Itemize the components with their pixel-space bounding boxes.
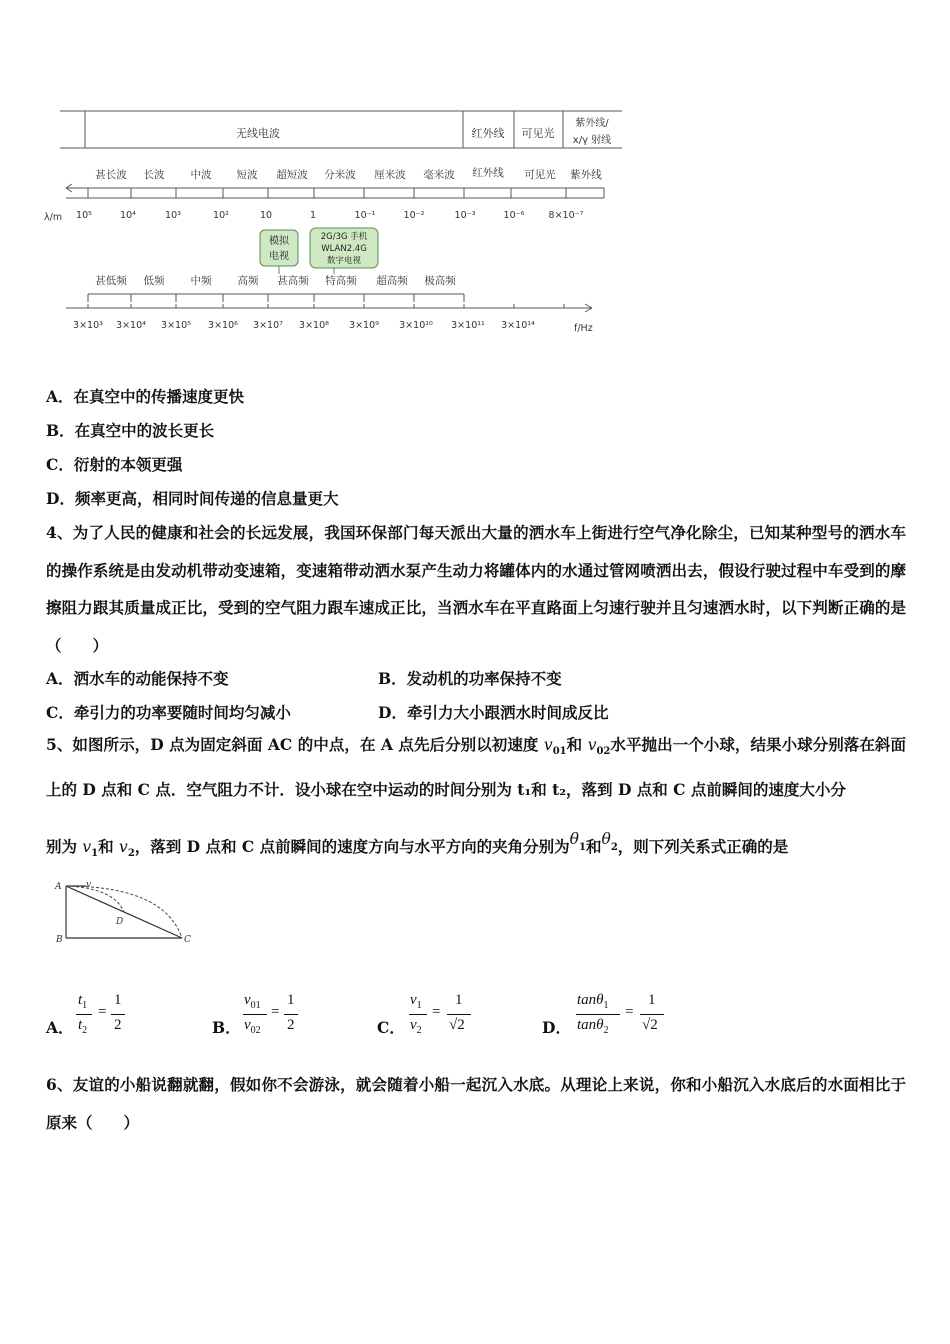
q5-option-a-formula xyxy=(76,990,132,1046)
q5-v01: v xyxy=(543,736,553,754)
q5-text: ，落到 D 点和 C 点前瞬间的速度方向与水平方向的夹角分别为 xyxy=(134,837,570,856)
q5-text: ，则下列关系式正确的是 xyxy=(617,837,789,856)
frac-den: v xyxy=(410,1017,417,1033)
freq-band: 低频 xyxy=(143,275,165,287)
q5-option-d-formula xyxy=(576,990,672,1046)
q5-option-b-formula xyxy=(243,990,305,1046)
freq-band-brackets xyxy=(66,294,592,312)
lambda-axis-label: λ/m xyxy=(44,212,63,223)
wave-band: 厘米波 xyxy=(374,169,406,181)
fig-label-c: C xyxy=(184,935,191,945)
top-label-visible: 可见光 xyxy=(521,127,555,140)
tv-box xyxy=(260,230,298,274)
frac-num: v xyxy=(244,992,251,1008)
wave-band-labels xyxy=(95,166,602,181)
lambda-tick: 10² xyxy=(213,210,229,221)
frac-rhs-num: 1 xyxy=(287,992,295,1008)
equals-sign: = xyxy=(625,1004,634,1020)
wave-band: 甚长波 xyxy=(95,169,127,181)
freq-tick: 3×10¹⁰ xyxy=(399,320,433,331)
mobile-box-line: WLAN2.4G xyxy=(321,244,367,254)
frac-num-sub: 1 xyxy=(416,1000,422,1011)
lambda-tick: 8×10⁻⁷ xyxy=(548,210,584,221)
q5-option-d-label: D． xyxy=(542,1018,571,1037)
lambda-tick: 10⁻¹ xyxy=(354,210,376,221)
q3-option-c: C．衍射的本领更强 xyxy=(46,455,183,474)
mobile-box xyxy=(310,228,378,274)
freq-tick: 3×10⁹ xyxy=(349,320,379,331)
frac-rhs-den: √2 xyxy=(449,1017,465,1033)
q4-stem: 4、为了人民的健康和社会的长远发展，我国环保部门每天派出大量的洒水车上街进行空气净化除尘，已知某种型号的洒水车的操作系统是由发动机带动变速箱，变速箱带动洒水泵产生动力将罐体内的水通过管网喷洒出去，假设行驶过程中车受到的摩擦阻力跟其质量成正比，受到的空气阻力跟车速成正比，当洒水车在平直路面上匀速行驶并且匀速洒水时，以下判断正确的是（ ） xyxy=(46,523,906,655)
freq-band: 极高频 xyxy=(424,275,456,287)
q5-option-a-label: A． xyxy=(46,1018,74,1037)
lambda-tick: 10⁵ xyxy=(76,210,92,221)
frac-den: v xyxy=(244,1017,251,1033)
freq-band: 高频 xyxy=(237,275,259,287)
freq-tick: 3×10⁴ xyxy=(116,320,146,331)
wave-band: 毫米波 xyxy=(423,169,455,181)
q5-v2: v xyxy=(119,838,128,856)
fig-label-v: v xyxy=(86,880,92,890)
lambda-tick: 10³ xyxy=(165,210,181,221)
freq-axis-label: f/Hz xyxy=(574,323,593,334)
freq-band: 甚低频 xyxy=(95,275,127,287)
q4-option-b: B．发动机的功率保持不变 xyxy=(378,669,562,688)
top-label-uv: 紫外线/ xyxy=(575,118,609,129)
freq-band: 中频 xyxy=(190,275,212,287)
wave-band-brackets xyxy=(66,184,604,198)
frac-rhs-num: 1 xyxy=(648,992,656,1008)
q5-option-b-label: B． xyxy=(212,1018,241,1037)
lambda-tick: 10⁴ xyxy=(120,210,136,221)
frac-den: t xyxy=(78,1017,83,1033)
frac-rhs-den: √2 xyxy=(642,1017,658,1033)
tv-box-line: 模拟 xyxy=(269,236,289,247)
q5-option-c-label: C． xyxy=(377,1018,405,1037)
q5-text: 别为 xyxy=(46,837,83,856)
freq-tick: 3×10⁵ xyxy=(161,320,191,331)
frac-rhs-den: 2 xyxy=(114,1017,122,1033)
wave-band: 分米波 xyxy=(324,169,356,181)
wave-band: 短波 xyxy=(236,169,258,181)
freq-tick: 3×10¹⁴ xyxy=(501,320,535,331)
lambda-tick: 1 xyxy=(309,210,317,221)
equals-sign: = xyxy=(432,1004,441,1020)
frac-den-sub: 2 xyxy=(416,1025,422,1036)
fig-label-b: B xyxy=(56,935,63,945)
q4-option-d: D．牵引力大小跟洒水时间成反比 xyxy=(378,703,609,722)
freq-tick: 3×10⁸ xyxy=(299,320,329,331)
q5-theta2: θ xyxy=(601,830,611,848)
wave-band: 可见光 xyxy=(524,169,556,181)
q4-option-c: C．牵引力的功率要随时间均匀减小 xyxy=(46,703,291,722)
q5-v02-sub: 02 xyxy=(596,746,611,758)
q5-stem-p1 xyxy=(46,726,906,808)
freq-tick: 3×10³ xyxy=(73,320,103,331)
q5-text: 和 xyxy=(98,837,120,856)
freq-tick: 3×10⁶ xyxy=(208,320,238,331)
freq-band-labels xyxy=(95,274,456,287)
q6-stem: 6、友谊的小船说翻就翻，假如你不会游泳，就会随着小船一起沉入水底。从理论上来说，你和小船沉入水底后的水面相比于原来（ ） xyxy=(46,1075,906,1132)
top-label-infrared: 红外线 xyxy=(471,127,505,140)
top-label-xray: x/γ 射线 xyxy=(572,135,612,146)
wave-band: 红外线 xyxy=(472,167,504,179)
wave-band: 长波 xyxy=(143,169,165,181)
wave-band: 中波 xyxy=(190,169,212,181)
frac-rhs-num: 1 xyxy=(455,992,463,1008)
q5-text: 水平抛出一个小球，结果小球分别落在斜面上的 D 点和 C 点．空气阻力不计．设小球在空中运动的时间分别为 t₁和 t₂，落到 D 点和 C 点前瞬间的速度大小分 xyxy=(46,735,906,799)
frac-den-sub: 2 xyxy=(603,1025,609,1036)
q3-option-d: D．频率更高，相同时间传递的信息量更大 xyxy=(46,489,339,508)
fig-label-d: D xyxy=(116,917,124,927)
tv-box-line: 电视 xyxy=(269,251,289,262)
q5-stem-p2 xyxy=(46,830,789,860)
equals-sign: = xyxy=(98,1004,107,1020)
freq-tick: 3×10⁷ xyxy=(253,320,283,331)
lambda-ticks xyxy=(76,210,584,221)
lambda-tick: 10 xyxy=(259,210,273,221)
q4-option-a: A．洒水车的动能保持不变 xyxy=(46,669,229,688)
incline-figure xyxy=(52,876,198,948)
lambda-tick: 10⁻² xyxy=(403,210,425,221)
q5-theta1-sub: 1 xyxy=(579,842,586,854)
q5-text: 和 xyxy=(585,837,602,856)
q5-text: 5、如图所示，D 点为固定斜面 AC 的中点，在 A 点先后分别以初速度 xyxy=(46,735,544,754)
frac-num-sub: 1 xyxy=(603,1000,609,1011)
q5-option-c-formula xyxy=(409,990,479,1046)
wave-band: 超短波 xyxy=(276,169,308,181)
lambda-tick: 10⁻³ xyxy=(454,210,476,221)
frac-den-sub: 2 xyxy=(82,1025,88,1036)
spectrum-figure xyxy=(44,106,624,340)
freq-band: 甚高频 xyxy=(277,275,309,287)
lambda-tick: 10⁻⁶ xyxy=(503,210,525,221)
freq-band: 特高频 xyxy=(325,275,357,287)
top-label-radio: 无线电波 xyxy=(236,127,280,140)
freq-band: 超高频 xyxy=(376,275,408,287)
q5-v1-sub: 1 xyxy=(91,848,99,860)
mobile-box-line: 数字电视 xyxy=(326,256,362,266)
wave-band: 紫外线 xyxy=(570,169,602,181)
frac-num: tanθ xyxy=(577,992,604,1008)
frac-num: v xyxy=(410,992,417,1008)
frac-num: t xyxy=(78,992,83,1008)
q5-theta2-sub: 2 xyxy=(610,842,618,854)
frac-num-sub: 01 xyxy=(250,1000,261,1011)
mobile-box-line: 2G/3G 手机 xyxy=(320,232,368,242)
frac-den: tanθ xyxy=(577,1017,604,1033)
frac-num-sub: 1 xyxy=(82,1000,88,1011)
frac-rhs-den: 2 xyxy=(287,1017,295,1033)
q5-v02: v xyxy=(587,736,597,754)
frac-den-sub: 02 xyxy=(250,1025,261,1036)
frac-rhs-num: 1 xyxy=(114,992,122,1008)
q5-theta1: θ xyxy=(569,830,579,848)
freq-ticks xyxy=(73,320,535,331)
q5-v1: v xyxy=(82,838,92,856)
q3-option-a: A．在真空中的传播速度更快 xyxy=(46,387,245,406)
q5-v2-sub: 2 xyxy=(127,848,135,860)
q5-v01-sub: 01 xyxy=(552,746,567,758)
freq-tick: 3×10¹¹ xyxy=(451,320,485,331)
q3-option-b: B．在真空中的波长更长 xyxy=(46,421,215,440)
q5-text: 和 xyxy=(566,735,588,754)
equals-sign: = xyxy=(271,1004,280,1020)
fig-label-a: A xyxy=(55,882,62,892)
